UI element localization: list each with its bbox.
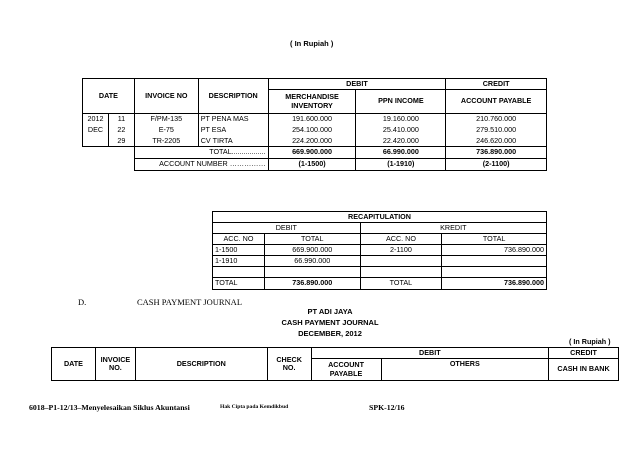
header-merchandise: MERCHANDISE INVENTORY: [268, 90, 356, 114]
recap-debit-acc: 1-1910: [213, 256, 265, 267]
row-merch: 191.600.000: [268, 114, 356, 125]
row-ap: 279.510.000: [446, 125, 547, 136]
cp-header-invoice: INVOICE NO.: [95, 348, 135, 381]
section-letter: D.: [78, 297, 87, 307]
table-row: [213, 256, 547, 267]
row-year: 2012: [83, 114, 109, 125]
cp-header-description: DESCRIPTION: [135, 348, 267, 381]
recap-credit-total-label: TOTAL: [360, 278, 442, 290]
header-ppn: PPN INCOME: [356, 90, 446, 114]
recap-credit-acc: 2-1100: [360, 245, 442, 256]
cp-header-ap: ACCOUNT PAYABLE: [311, 359, 381, 381]
row-merch: 224.200.000: [268, 136, 356, 147]
section-title: CASH PAYMENT JOURNAL: [137, 297, 243, 307]
header-debit: DEBIT: [268, 79, 446, 90]
header-description: DESCRIPTION: [198, 79, 268, 114]
recap-debit-total: 736.890.000: [264, 278, 360, 290]
row-invoice: TR-2205: [134, 136, 198, 147]
cash-payment-table: [51, 347, 619, 381]
cash-payment-heading: [250, 307, 410, 340]
table-row: [83, 125, 547, 136]
cp-header-cash: CASH IN BANK: [549, 359, 619, 381]
footer-code: 6018–P1-12/13–Menyelesaikan Siklus Akuntansi: [29, 403, 190, 412]
recap-debit-acc: 1-1500: [213, 245, 265, 256]
header-ap: ACCOUNT PAYABLE: [446, 90, 547, 114]
account-number-merch: (1-1500): [268, 159, 356, 171]
recap-kredit: KREDIT: [360, 223, 546, 234]
recap-credit-total-header: TOTAL: [442, 234, 547, 245]
recap-credit-amount: 736.890.000: [442, 245, 547, 256]
recap-title: RECAPITULATION: [213, 212, 547, 223]
recap-debit-amount: 66.990.000: [264, 256, 360, 267]
header-credit: CREDIT: [446, 79, 547, 90]
footer-copyright: Hak Cipta pada Kemdikbud: [220, 404, 289, 410]
journal-title: CASH PAYMENT JOURNAL: [281, 317, 379, 327]
total-merch: 669.900.000: [268, 147, 356, 159]
row-day: 29: [108, 136, 134, 147]
recap-credit-acc-header: ACC. NO: [360, 234, 442, 245]
total-label: TOTAL.................: [134, 147, 268, 159]
table-row: [83, 136, 547, 147]
recap-total-label: TOTAL: [213, 278, 265, 290]
company-name: PT ADI JAYA: [307, 307, 353, 316]
recap-debit-total-header: TOTAL: [264, 234, 360, 245]
footer-page: SPK-12/16: [369, 403, 405, 412]
row-invoice: E-75: [134, 125, 198, 136]
header-invoice: INVOICE NO: [134, 79, 198, 114]
row-year: DEC: [83, 125, 109, 136]
recap-credit-total: 736.890.000: [442, 278, 547, 290]
row-ppn: 25.410.000: [356, 125, 446, 136]
currency-note: ( In Rupiah ): [290, 39, 334, 48]
recap-debit-acc-header: ACC. NO: [213, 234, 265, 245]
table-row: [83, 114, 547, 125]
row-day: 11: [108, 114, 134, 125]
account-number-ap: (2-1100): [446, 159, 547, 171]
table-row: [213, 267, 547, 278]
cp-header-check: CHECK NO.: [267, 348, 311, 381]
row-day: 22: [108, 125, 134, 136]
row-invoice: F/PM-135: [134, 114, 198, 125]
recap-debit: DEBIT: [213, 223, 361, 234]
recap-debit-amount: 669.900.000: [264, 245, 360, 256]
journal-period: DECEMBER, 2012: [298, 328, 362, 338]
row-ap: 210.760.000: [446, 114, 547, 125]
cash-currency-note: ( In Rupiah ): [569, 337, 611, 346]
row-year: [83, 136, 109, 147]
cp-header-date: DATE: [52, 348, 96, 381]
purchase-journal-table: [82, 78, 547, 171]
cp-header-others: OTHERS: [381, 359, 549, 381]
row-ap: 246.620.000: [446, 136, 547, 147]
row-description: PT ESA: [198, 125, 268, 136]
total-ppn: 66.990.000: [356, 147, 446, 159]
account-number-ppn: (1-1910): [356, 159, 446, 171]
row-merch: 254.100.000: [268, 125, 356, 136]
recapitulation-table: [212, 211, 547, 290]
row-ppn: 22.420.000: [356, 136, 446, 147]
account-number-label: ACCOUNT NUMBER ……………: [134, 159, 268, 171]
row-description: CV TIRTA: [198, 136, 268, 147]
row-description: PT PENA MAS: [198, 114, 268, 125]
total-ap: 736.890.000: [446, 147, 547, 159]
cp-header-credit: CREDIT: [549, 348, 619, 359]
table-row: [213, 245, 547, 256]
header-date: DATE: [83, 79, 135, 114]
row-ppn: 19.160.000: [356, 114, 446, 125]
cp-header-debit: DEBIT: [311, 348, 548, 359]
